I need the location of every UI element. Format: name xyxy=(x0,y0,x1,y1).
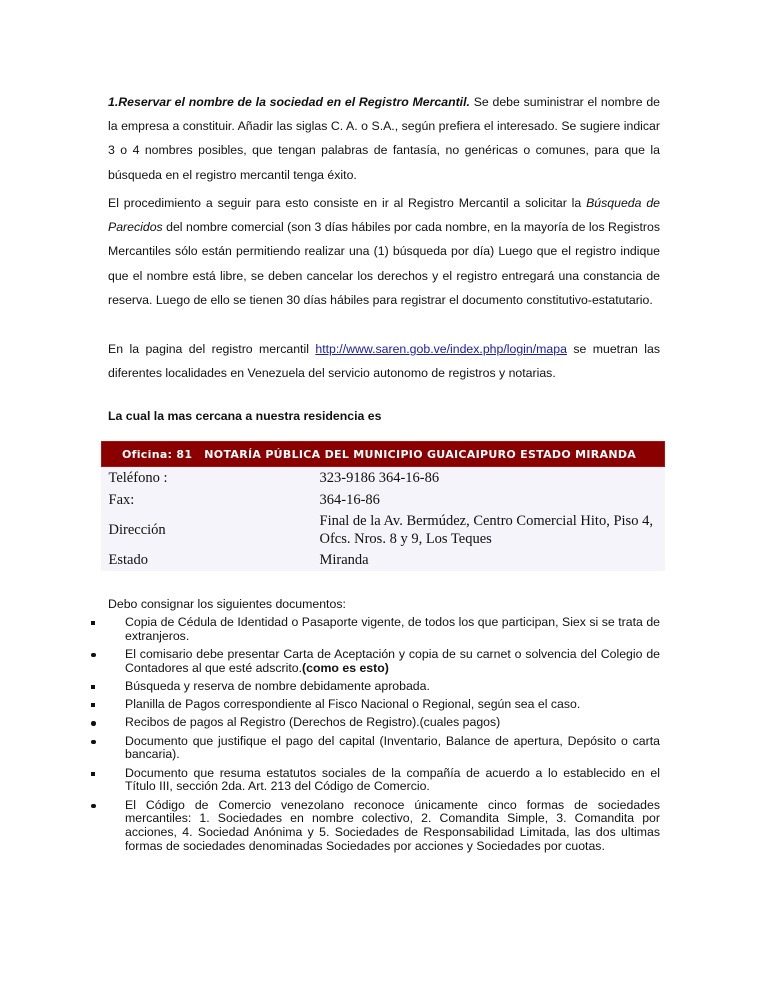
paragraph-text: En la pagina del registro mercantil xyxy=(108,342,316,356)
paragraph-registry-link xyxy=(108,337,660,385)
table-row-fax xyxy=(102,489,665,511)
list-item-text: Documento que justifique el pago del capital (Inventario, Balance de apertura, Depósito o carta bancaria). xyxy=(125,733,660,762)
nearest-office-heading: La cual la mas cercana a nuestra residencia es xyxy=(108,409,382,423)
list-item xyxy=(108,767,660,795)
fax-label: Fax: xyxy=(108,491,135,508)
required-documents xyxy=(108,596,660,858)
table-row-state xyxy=(102,549,665,571)
list-item xyxy=(108,799,660,854)
phone-value: 323-9186 364-16-86 xyxy=(319,469,440,486)
paragraph-text: del nombre comercial (son 3 días hábiles por cada nombre, en la mayoría de los Registros Mercantiles sólo están permitiendo realizar una (1) búsqueda por día) Luego que el registro indique que el nombre está libre, se deben cancelar los derechos y el registro entregará una constancia de reserva. Luego de ello se tienen 30 días hábiles para registrar el documento constitutivo-estatutario. xyxy=(108,220,660,307)
square-bullet-icon xyxy=(91,703,95,707)
list-item-text: Copia de Cédula de Identidad o Pasaporte vigente, de todos los que participan, Siex si se trata de extranjeros. xyxy=(125,615,660,643)
dot-bullet-icon xyxy=(91,721,96,726)
state-label: Estado xyxy=(108,551,148,568)
list-item xyxy=(108,616,660,644)
list-item-text: Documento que resuma estatutos sociales de la compañía de acuerdo a lo establecido en el Título III, sección 2da. Art. 213 del Código de Comercio. xyxy=(125,765,660,794)
list-item xyxy=(108,698,660,712)
list-item-note: (como es esto) xyxy=(302,660,389,675)
list-item-text: Recibos de pagos al Registro (Derechos de Registro).(cuales pagos) xyxy=(125,715,501,730)
list-item-text: El comisario debe presentar Carta de Aceptación y copia de su carnet o solvencia del Colegio de Contadores al que esté adscrito. xyxy=(125,646,660,675)
list-item xyxy=(108,680,660,694)
list-item xyxy=(108,716,660,730)
address-value: Final de la Av. Bermúdez, Centro Comercial Hito, Piso 4, Ofcs. Nros. 8 y 9, Los Teques xyxy=(319,513,653,547)
address-label: Dirección xyxy=(108,522,166,538)
dot-bullet-icon xyxy=(91,804,96,809)
step-title: 1.Reservar el nombre de la sociedad en el Registro Mercantil. xyxy=(108,95,470,109)
office-info-table xyxy=(101,441,665,571)
fax-value: 364-16-86 xyxy=(319,491,380,508)
square-bullet-icon xyxy=(91,772,95,776)
paragraph-text: se muetran las diferentes localidades en Venezuela del servicio autonomo de registros y notarias. xyxy=(108,342,660,381)
table-row-address xyxy=(102,511,665,549)
square-bullet-icon xyxy=(91,685,95,689)
paragraph-text: El procedimiento a seguir para esto consiste en ir al Registro Mercantil a solicitar la xyxy=(108,196,587,210)
phone-label: Teléfono : xyxy=(108,469,168,486)
square-bullet-icon xyxy=(91,621,95,625)
documents-list xyxy=(108,616,660,854)
list-item xyxy=(108,735,660,763)
list-item-text: Planilla de Pagos correspondiente al Fisco Nacional o Regional, según sea el caso. xyxy=(125,697,581,712)
paragraph-reserve-name xyxy=(108,90,660,187)
paragraph-procedure xyxy=(108,191,660,312)
saren-map-link[interactable]: http://www.saren.gob.ve/index.php/login/mapa xyxy=(315,342,567,356)
dot-bullet-icon xyxy=(91,740,96,745)
state-value: Miranda xyxy=(319,551,369,568)
dot-bullet-icon xyxy=(91,653,96,658)
documents-intro: Debo consignar los siguientes documentos: xyxy=(108,597,346,611)
office-number: Oficina: 81 xyxy=(122,447,193,461)
list-item-text: Búsqueda y reserva de nombre debidamente aprobada. xyxy=(125,678,430,693)
paragraph-text: Se debe suministrar el nombre de la empresa a constituir. Añadir las siglas C. A. o S.A., según prefiera el interesado. Se sugiere indicar 3 o 4 nombres posibles, que tengan palabras de fantasía, no genéricas o comunes, para que la búsqueda en el registro mercantil tenga éxito. xyxy=(108,95,660,182)
office-header xyxy=(102,442,665,467)
list-item-text: El Código de Comercio venezolano reconoce únicamente cinco formas de sociedades mercantiles: 1. Sociedades en nombre colectivo, 2. Comandita Simple, 3. Comandita por acciones, 4. Sociedad Anónima y 5. Sociedades de Responsabilidad Limitada, las dos ultimas formas de sociedades denominadas Sociedades por acciones y Sociedades por cuotas. xyxy=(125,797,660,853)
office-name: NOTARÍA PÚBLICA DEL MUNICIPIO GUAICAIPURO ESTADO MIRANDA xyxy=(204,447,637,461)
list-item xyxy=(108,648,660,676)
table-row-phone xyxy=(102,467,665,490)
emphasis-term: Búsqueda de Parecidos xyxy=(108,196,660,235)
